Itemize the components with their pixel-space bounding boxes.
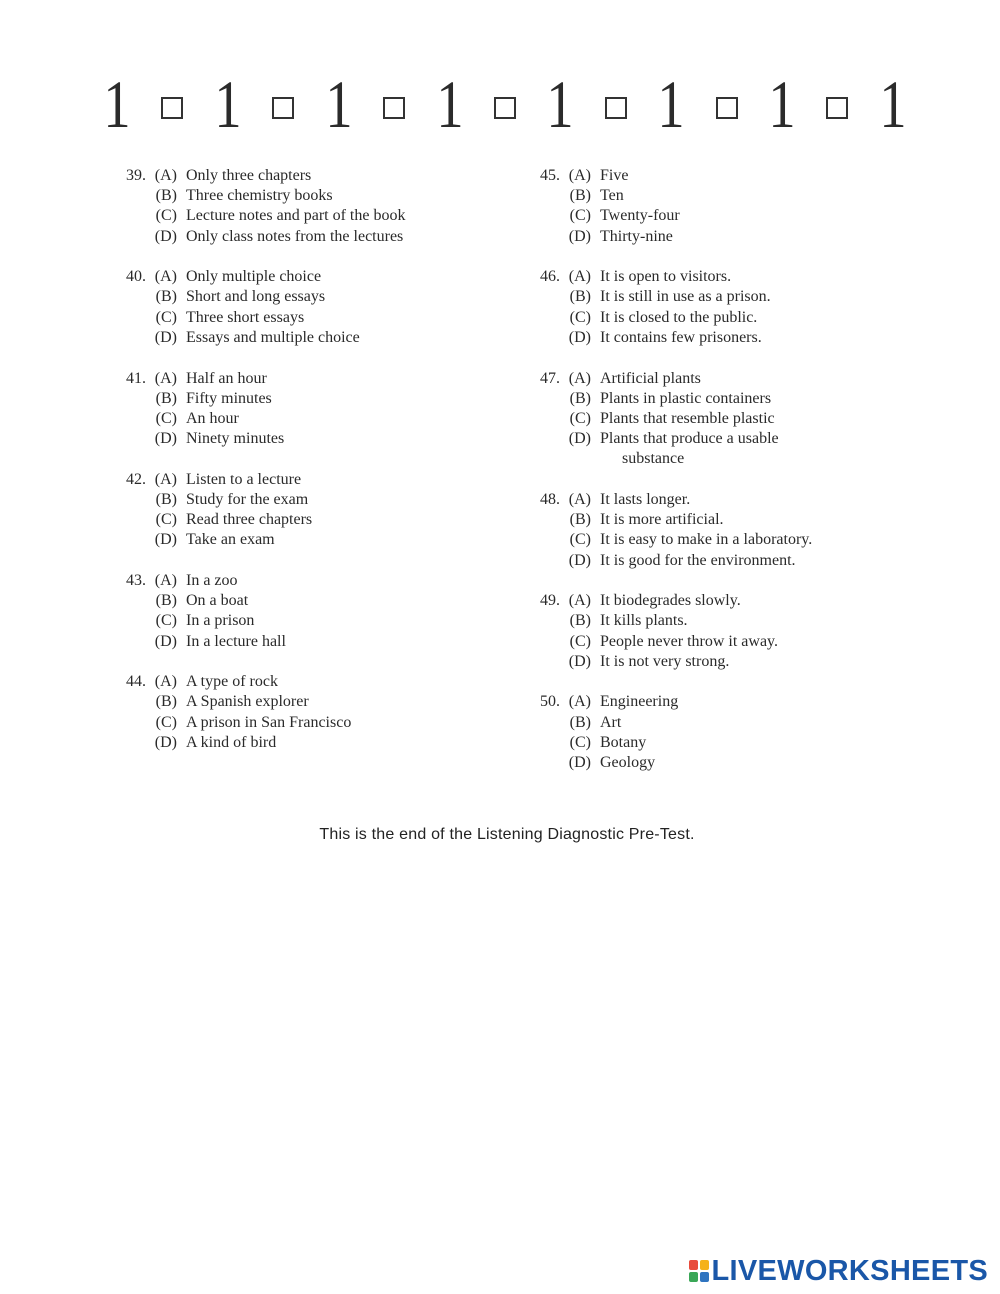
question-item [522, 591, 922, 672]
section-header [100, 68, 910, 140]
answer-option [522, 308, 922, 328]
option-text [186, 227, 508, 247]
option-letter: (A) [568, 268, 591, 286]
question-item [522, 490, 922, 571]
option-text [186, 186, 508, 206]
question-number [108, 429, 148, 449]
option-text-line: A kind of bird [186, 733, 277, 751]
option-letter: (B) [569, 389, 591, 407]
question-number [108, 308, 148, 328]
option-letter: (B) [155, 187, 177, 205]
liveworksheets-logo-icon [689, 1260, 709, 1282]
answer-option [522, 369, 922, 389]
question-number [522, 733, 562, 753]
option-text-line: It contains few prisoners. [600, 328, 762, 346]
option-letter: (B) [155, 490, 177, 508]
option-text [600, 551, 922, 571]
question-number: 45. [540, 167, 560, 184]
question-item [522, 267, 922, 348]
option-text [186, 328, 508, 348]
option-text [600, 713, 922, 733]
square-icon [161, 97, 183, 119]
question-number [108, 227, 148, 247]
option-letter: (C) [569, 733, 591, 751]
option-text [600, 510, 922, 530]
answer-option [522, 409, 922, 429]
option-letter: (B) [569, 288, 591, 306]
question-number [522, 652, 562, 672]
option-letter: (D) [154, 733, 177, 751]
answer-option [108, 166, 508, 186]
answer-option [522, 166, 922, 186]
left-question-column [108, 166, 508, 774]
option-text-line: It is easy to make in a laboratory. [600, 531, 813, 549]
option-text [186, 672, 508, 692]
option-letter: (C) [155, 511, 177, 529]
answer-option [108, 510, 508, 530]
question-number: 40. [126, 268, 146, 286]
answer-option [522, 206, 922, 226]
answer-option [522, 186, 922, 206]
option-letter: (A) [154, 167, 177, 184]
question-number [108, 530, 148, 550]
option-letter: (B) [569, 511, 591, 529]
answer-option [108, 409, 508, 429]
answer-option [108, 429, 508, 449]
option-letter: (B) [155, 288, 177, 306]
option-letter: (C) [569, 308, 591, 326]
answer-option [522, 227, 922, 247]
option-letter: (D) [154, 328, 177, 346]
option-letter: (A) [154, 673, 177, 691]
answer-option [522, 611, 922, 631]
answer-option [522, 267, 922, 287]
option-text-line: Short and long essays [186, 288, 326, 306]
answer-option [108, 308, 508, 328]
option-letter: (D) [154, 632, 177, 650]
option-letter: (B) [569, 187, 591, 205]
question-number [522, 227, 562, 247]
question-number: 39. [126, 167, 146, 184]
option-text-line: People never throw it away. [600, 632, 779, 650]
answer-option [108, 206, 508, 226]
answer-option [108, 733, 508, 753]
option-text [186, 571, 508, 591]
option-text [600, 591, 922, 611]
option-letter: (D) [568, 652, 591, 670]
option-text [600, 389, 922, 409]
answer-option [522, 490, 922, 510]
question-number [522, 632, 562, 652]
option-text [600, 611, 922, 631]
option-letter: (B) [569, 612, 591, 630]
question-item [108, 369, 508, 450]
answer-option [522, 429, 922, 469]
question-number [108, 206, 148, 226]
option-text [600, 227, 922, 247]
option-text-line: Three short essays [186, 308, 305, 326]
option-text [186, 429, 508, 449]
option-text-line: Listen to a lecture [186, 470, 302, 488]
answer-option [108, 227, 508, 247]
question-number [522, 530, 562, 550]
option-letter: (B) [155, 389, 177, 407]
question-number [108, 611, 148, 631]
option-text-line: In a zoo [186, 572, 238, 589]
option-text-line: It is open to visitors. [600, 268, 732, 286]
question-number: 42. [126, 470, 146, 488]
option-text-line: It is not very strong. [600, 652, 730, 670]
option-text-line: Study for the exam [186, 490, 309, 508]
option-text-line: Twenty-four [600, 207, 680, 225]
question-number [522, 429, 562, 469]
question-number [522, 551, 562, 571]
answer-option [522, 632, 922, 652]
option-text-line: It is good for the environment. [600, 551, 796, 569]
option-letter: (D) [154, 531, 177, 549]
question-number: 44. [126, 673, 146, 691]
option-text-line: Five [600, 167, 629, 184]
question-item [522, 692, 922, 773]
option-text-line: Only class notes from the lectures [186, 227, 404, 245]
answer-option [522, 510, 922, 530]
question-number [522, 611, 562, 631]
option-letter: (A) [154, 470, 177, 488]
question-number: 41. [126, 369, 146, 387]
answer-option [108, 530, 508, 550]
option-letter: (D) [568, 227, 591, 245]
answer-option [108, 470, 508, 490]
option-text [186, 369, 508, 389]
option-text-line: Take an exam [186, 531, 275, 549]
question-number [522, 287, 562, 307]
option-text [186, 591, 508, 611]
option-letter: (D) [568, 430, 591, 448]
option-letter: (A) [568, 369, 591, 387]
question-number [108, 389, 148, 409]
answer-option [108, 672, 508, 692]
answer-option [108, 369, 508, 389]
option-text-continuation: substance [622, 450, 685, 468]
square-icon [605, 97, 627, 119]
square-icon [494, 97, 516, 119]
section-number: 1 [103, 66, 131, 142]
answer-option [522, 733, 922, 753]
answer-option [522, 652, 922, 672]
right-question-column [522, 166, 922, 794]
option-letter: (C) [155, 713, 177, 731]
option-letter: (C) [569, 531, 591, 549]
option-letter: (C) [155, 308, 177, 326]
option-text-line: It kills plants. [600, 612, 688, 630]
answer-option [108, 632, 508, 652]
option-text-line: Only three chapters [186, 167, 312, 184]
question-item [108, 166, 508, 247]
option-text [186, 530, 508, 550]
question-number [522, 328, 562, 348]
question-item [108, 571, 508, 652]
option-letter: (A) [568, 693, 591, 711]
question-number [522, 510, 562, 530]
square-icon [272, 97, 294, 119]
option-text-line: Plants in plastic containers [600, 389, 772, 407]
option-text-line: In a prison [186, 612, 255, 630]
section-number: 1 [879, 66, 907, 142]
option-letter: (D) [568, 551, 591, 569]
answer-option [108, 186, 508, 206]
option-text-line: Geology [600, 754, 656, 772]
question-number [522, 308, 562, 328]
option-text [600, 490, 922, 510]
question-number [522, 389, 562, 409]
option-letter: (C) [155, 207, 177, 225]
section-number: 1 [325, 66, 353, 142]
answer-option [108, 692, 508, 712]
option-text-line: Ninety minutes [186, 430, 285, 448]
section-number: 1 [435, 66, 464, 142]
answer-option [108, 267, 508, 287]
option-text [186, 692, 508, 712]
answer-option [108, 611, 508, 631]
option-text-line: It is more artificial. [600, 511, 724, 529]
option-text-line: It is closed to the public. [600, 308, 758, 326]
option-text [186, 632, 508, 652]
question-number [108, 591, 148, 611]
option-text [600, 287, 922, 307]
answer-option [108, 490, 508, 510]
question-number [108, 186, 148, 206]
option-text [600, 186, 922, 206]
answer-option [108, 713, 508, 733]
option-text [600, 409, 922, 429]
option-text [186, 470, 508, 490]
brand-name: LIVEWORKSHEETS [711, 1254, 988, 1287]
answer-option [108, 591, 508, 611]
square-icon [383, 97, 405, 119]
answer-option [522, 287, 922, 307]
option-text-line: Ten [600, 187, 624, 205]
option-text [600, 652, 922, 672]
option-text [186, 166, 508, 186]
question-number: 43. [126, 572, 146, 589]
option-text-line: Botany [600, 733, 647, 751]
option-text-line: It is still in use as a prison. [600, 288, 771, 306]
option-letter: (A) [154, 268, 177, 286]
question-number: 50. [540, 693, 560, 711]
option-text-line: A Spanish explorer [186, 693, 309, 711]
option-letter: (A) [568, 592, 591, 610]
option-letter: (B) [569, 713, 591, 731]
question-item [522, 166, 922, 247]
answer-option [522, 328, 922, 348]
question-number [108, 409, 148, 429]
option-text-line: Artificial plants [600, 369, 701, 387]
question-number [522, 186, 562, 206]
question-item [108, 672, 508, 753]
section-number: 1 [546, 66, 574, 142]
end-of-test-note: This is the end of the Listening Diagnostic Pre-Test. [319, 826, 695, 843]
option-text [186, 611, 508, 631]
option-text [600, 733, 922, 753]
answer-option [108, 389, 508, 409]
option-text-line: Art [600, 713, 622, 731]
option-letter: (A) [154, 572, 177, 589]
option-text [600, 328, 922, 348]
question-number [108, 713, 148, 733]
answer-option [522, 713, 922, 733]
answer-option [522, 551, 922, 571]
option-letter: (C) [569, 632, 591, 650]
square-icon [826, 97, 848, 119]
option-text-line: A type of rock [186, 673, 278, 691]
option-text [600, 753, 922, 773]
option-text [600, 166, 922, 186]
option-text [600, 692, 922, 712]
option-text [600, 267, 922, 287]
option-text-line: A prison in San Francisco [186, 713, 352, 731]
question-number [108, 692, 148, 712]
answer-option [108, 328, 508, 348]
option-letter: (A) [568, 490, 591, 508]
option-text-line: Essays and multiple choice [186, 328, 360, 346]
question-number: 49. [540, 592, 560, 610]
liveworksheets-brand [689, 1254, 989, 1288]
option-text-line: Read three chapters [186, 511, 313, 529]
question-number [108, 733, 148, 753]
option-text [600, 429, 922, 469]
option-text-line: Only multiple choice [186, 268, 322, 286]
question-number [522, 409, 562, 429]
question-number [522, 206, 562, 226]
option-text [600, 308, 922, 328]
option-text-line: Lecture notes and part of the book [186, 207, 406, 225]
answer-option [522, 530, 922, 550]
option-letter: (D) [154, 227, 177, 245]
option-text [186, 287, 508, 307]
option-letter: (D) [154, 430, 177, 448]
option-text-line: Plants that resemble plastic [600, 409, 775, 427]
option-text [186, 490, 508, 510]
option-text [186, 510, 508, 530]
option-letter: (B) [155, 693, 177, 711]
option-letter: (C) [155, 612, 177, 630]
option-text-line: Half an hour [186, 369, 267, 387]
question-number [108, 632, 148, 652]
option-text-line: An hour [186, 409, 239, 427]
answer-option [108, 571, 508, 591]
option-text [600, 530, 922, 550]
square-icon [716, 97, 738, 119]
option-letter: (D) [568, 328, 591, 346]
option-text-line: It biodegrades slowly. [600, 592, 741, 610]
option-letter: (C) [569, 207, 591, 225]
option-letter: (A) [154, 369, 177, 387]
option-text-line: It lasts longer. [600, 490, 691, 508]
question-item [108, 267, 508, 348]
option-text-line: Plants that produce a usable [600, 430, 779, 448]
option-letter: (B) [155, 592, 177, 610]
option-text [186, 733, 508, 753]
section-number: 1 [214, 66, 242, 142]
option-text [186, 713, 508, 733]
answer-option [522, 389, 922, 409]
option-letter: (C) [155, 409, 177, 427]
option-text [600, 369, 922, 389]
question-item [522, 369, 922, 470]
option-text [186, 267, 508, 287]
question-number: 48. [540, 490, 560, 508]
question-number [108, 328, 148, 348]
option-letter: (A) [568, 167, 591, 184]
option-text [600, 206, 922, 226]
question-number: 46. [540, 268, 560, 286]
option-text [600, 632, 922, 652]
answer-option [522, 753, 922, 773]
option-text-line: Three chemistry books [186, 187, 333, 205]
option-text-line: Thirty-nine [600, 227, 673, 245]
option-text-line: Fifty minutes [186, 389, 272, 407]
section-number: 1 [768, 66, 796, 142]
option-text-line: On a boat [186, 592, 249, 610]
answer-option [108, 287, 508, 307]
option-text [186, 206, 508, 226]
option-text-line: Engineering [600, 693, 679, 711]
question-item [108, 470, 508, 551]
option-letter: (D) [568, 754, 591, 772]
option-letter: (C) [569, 409, 591, 427]
question-number [522, 753, 562, 773]
option-text [186, 409, 508, 429]
question-number [108, 287, 148, 307]
option-text [186, 389, 508, 409]
answer-option [522, 692, 922, 712]
question-number [522, 713, 562, 733]
option-text [186, 308, 508, 328]
option-text-line: In a lecture hall [186, 632, 286, 650]
section-number: 1 [657, 66, 685, 142]
question-number [108, 490, 148, 510]
answer-option [522, 591, 922, 611]
question-number [108, 510, 148, 530]
question-number: 47. [540, 369, 560, 387]
